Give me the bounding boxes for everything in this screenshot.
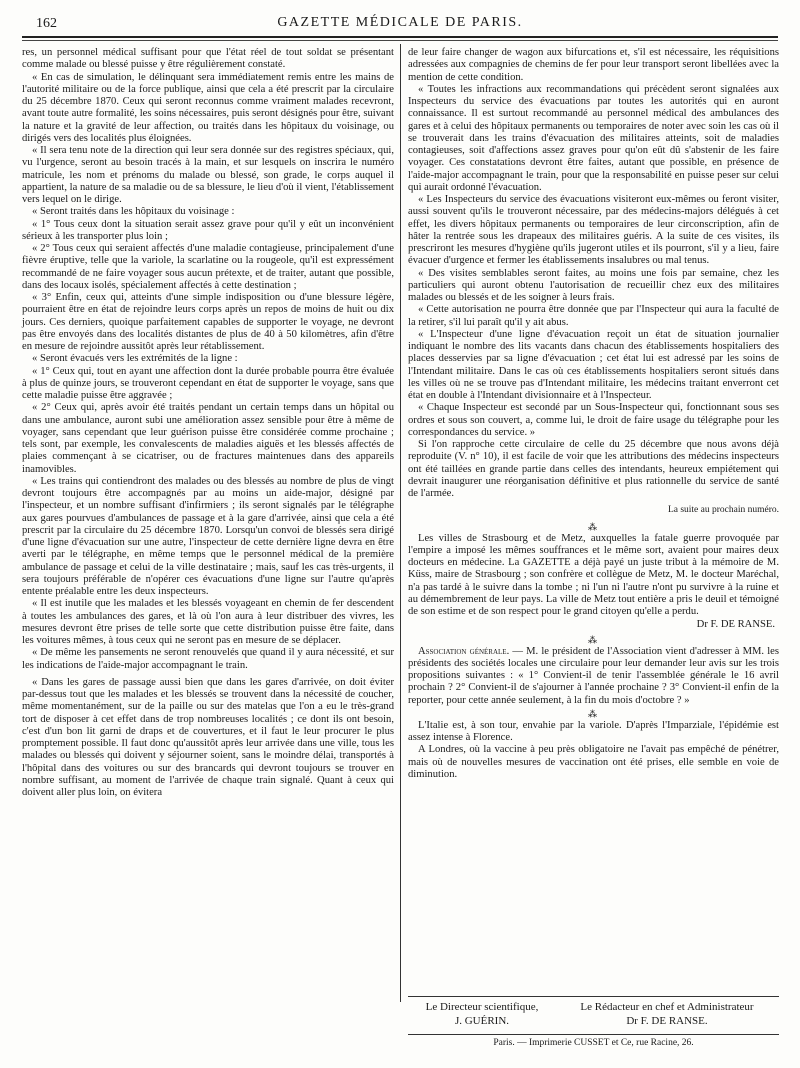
section-separator: ⁂ <box>588 521 599 532</box>
paragraph: A Londres, où la vaccine à peu près obligatoire ne l'avait pas empêché de pénétrer, mais où de nouvelles mesures de vaccination ont été prises, elle semble en voie de diminution. <box>408 744 779 780</box>
paragraph: « Il sera tenu note de la direction qui leur sera donnée sur des registres spéciaux, qui, vu l'urgence, seront au besoin tracés à la main, et sur lesquels on inscrira le numéro matricule, les nom et prénoms du malade ou blessé, son grade, le corps auquel il appartient, la nature de sa maladie ou de sa blessure, le lieu d'où il vient, l'établissement vers lequel on le dirige. <box>22 145 394 205</box>
paragraph: « Dans les gares de passage aussi bien que dans les gares d'arrivée, on doit éviter par-dessus tout que les malades et les blessés se trouvent dans la nécessité de coucher, même momentanément, sur de la paille ou sur des matelas que l'on a eu le très-grand tort de disposer à cet effet dans de trop nombreuses localités ; ce dont ils ont besoin, c'est d'un bon lit garni de draps et de couvertures, et il faut le leur procurer le plus promptement possible. Il faut donc qu'aussitôt après leur arrivée dans une ville, tous les malades ou blessés qui doivent y séjourner soient, sans le moindre délai, transportés à l'hôpital dans des voitures ou sur des brancards qui devront toujours se trouver en nombre suffisant, au moment de l'arrivée de chaque train signalé. Quant à ceux qui doivent aller plus loin, on évitera <box>22 676 394 798</box>
paragraph: « 2° Tous ceux qui seraient affectés d'une maladie contagieuse, principalement d'une fièvre éruptive, telle que la variole, la scarlatine ou la rougeole, qu'il est expressément recommandé de ne faire voyager sous aucun prétexte, et de traiter, autant que possible, dans des locaux isolés, spécialement affectés à cette destination ; <box>22 243 394 291</box>
paragraph: « Chaque Inspecteur est secondé par un Sous-Inspecteur qui, fonctionnant sous ses ordres et sous son couvert, a, comme lui, le droit de faire usage du télégraphe pour les correspondances du service. » <box>408 402 779 438</box>
director-name: J. GUÉRIN. <box>454 1015 510 1027</box>
paragraph: res, un personnel médical suffisant pour que l'état réel de tout soldat se présentant comme malade ou blessé puisse y être régulièrement constaté. <box>22 47 394 71</box>
paragraph: L'Italie est, à son tour, envahie par la variole. D'après l'Imparziale, l'épidémie est assez intense à Florence. <box>408 719 779 743</box>
paragraph: « 3° Enfin, ceux qui, atteints d'une simple indisposition ou d'une blessure légère, pourraient être en état de rejoindre leurs corps après un repos de moins de huit ou dix jours. Ces derniers, quoique parfaitement capables de supporter le voyage, ne devront pas être envoyés dans des localités distantes de plus de 40 à 50 kilomètres, afin d'être en mesure de rejoindre aussitôt après leur rétablissement. <box>22 292 394 352</box>
paragraph: « De même les pansements ne seront renouvelés que quand il y aura nécessité, et sur les indications de l'aide-major accompagnant le train. <box>22 647 394 671</box>
paragraph <box>408 646 779 707</box>
director-title: Le Directeur scientifique, <box>425 1001 539 1013</box>
section-separator: ⁂ <box>588 634 599 645</box>
author-signature: Dr F. DE RANSE. <box>696 619 775 631</box>
footer-editor <box>555 1000 779 1028</box>
paragraph: « Il est inutile que les malades et les blessés voyageant en chemin de fer descendent à toutes les ambulances des gares, et là où l'on aura à leur distribuer des vivres, les mesures devront être prises de telle sorte que cette distribution puisse être faite, dans les voitures mêmes, à tous ceux qui ne seront pas en mesure de se déplacer. <box>22 598 394 646</box>
footer-rule <box>408 996 779 997</box>
section-separator: ⁂ <box>588 708 599 719</box>
paragraph: de leur faire changer de wagon aux bifurcations et, s'il est nécessaire, les réquisitions adressées aux compagnies de chemins de fer pour leur transport seront libellées avec la mention de cette condition. <box>408 47 779 83</box>
page-header <box>22 12 778 34</box>
paragraph: « Toutes les infractions aux recommandations qui précèdent seront signalées aux Inspecteurs du service des évacuations par toutes les autorités qui en auront connaissance. Il est surtout recommandé au personnel médical des ambulances des gares et à celui des hôpitaux permanents ou temporaires de noter avec soin les cas où il se trouverait dans les trains d'évacuation des militaires atteints, soit de maladies contagieuses, soit d'affections assez graves pour qu'on eût dû s'abstenir de les faire voyager. Ces constatations devront être faites, autant que possible, en présence de l'aide-major accompagnant le train, pour que la responsabilité en puisse peser sur celui qui aurait ordonné l'évacuation. <box>408 83 779 193</box>
editor-name: Dr F. DE RANSE. <box>626 1015 708 1027</box>
paragraph: « 1° Tous ceux dont la situation serait assez grave pour qu'il y eût un inconvénient sérieux à les transporter plus loin ; <box>22 218 394 242</box>
paragraph-text: — M. le président de l'Association vient d'adresser à MM. les présidents des sociétés locales une circulaire pour leur demander leur avis sur les trois propositions suivantes : « 1° Convient-il de tenir l'assemblée générale le 16 avril prochain ? 2° Convient-il de s'ajourner à l'année prochaine ? 3° Convient-il enfin de la reporter, pour cette année seulement, à la fin du mois d'octobre ? » <box>408 645 779 706</box>
header-rule <box>22 36 778 38</box>
paragraph: « Seront évacués vers les extrémités de la ligne : <box>32 353 238 365</box>
paragraph: Les villes de Strasbourg et de Metz, auxquelles la fatale guerre provoquée par l'empire a imposé les mêmes souffrances et le même sort, avaient pour maires deux docteurs en médecine. La GAZETTE a déjà payé un juste tribut à la mémoire de M. Küss, maire de Strasbourg ; son confrère et collègue de Metz, M. le docteur Maréchal, n'a pas tardé à le suivre dans la tombe ; ni l'un ni l'autre n'ont pu survivre à la ruine et au démembrement de leur pays. La ville de Metz tout entière a pris le deuil et témoigné de son estime et de son respect pour le grand citoyen qu'elle a perdu. <box>408 532 779 617</box>
right-column <box>408 47 779 781</box>
paragraph: « Des visites semblables seront faites, au moins une fois par semaine, chez les particuliers qui auront obtenu l'autorisation de recueillir chez eux des militaires malades ou blessés et de les soigner à leurs frais. <box>408 267 779 303</box>
footer-rule-bottom <box>408 1034 779 1035</box>
paragraph: « L'Inspecteur d'une ligne d'évacuation reçoit un état de situation journalier indiquant le nombre des lits vacants dans chacun des établissements hospitaliers des places desservies par sa ligne d'évacuation ; cet état lui est adressé par les soins de l'Intendant militaire. Dans le cas où ces établissements hospitaliers seront situés dans les villes où ne se trouve pas d'Intendant militaire, les médecins traitant enverront cet état en double à l'Intendant divisionnaire et à l'Inspecteur. <box>408 328 779 401</box>
paragraph: « Cette autorisation ne pourra être donnée que par l'Inspecteur qui aura la faculté de la retirer, s'il lui paraît qu'il y ait abus. <box>408 304 779 328</box>
editor-title: Le Rédacteur en chef et Administrateur <box>580 1001 754 1013</box>
left-column <box>22 47 394 799</box>
printer-imprint: Paris. — Imprimerie CUSSET et Ce, rue Racine, 26. <box>493 1038 694 1048</box>
journal-title: GAZETTE MÉDICALE DE PARIS. <box>277 15 523 30</box>
footer-director <box>412 1000 552 1028</box>
paragraph: « Seront traités dans les hôpitaux du voisinage : <box>32 206 235 218</box>
page-number: 162 <box>36 16 57 31</box>
column-divider <box>400 44 401 1002</box>
continued-note: La suite au prochain numéro. <box>667 505 779 516</box>
paragraph: « Les trains qui contiendront des malades ou des blessés au nombre de plus de vingt devront toujours être accompagnés par au moins un aide-major, désigné par l'inspecteur, et un nombre suffisant d'infirmiers ; ils seront signalés par le télégraphe aux gares pourvues d'ambulances de passage et à la gare d'arrivée, ainsi que cela a été prescrit par la circulaire du 25 décembre 1870. Lorsqu'un convoi de blessés sera dirigé d'une ligne d'évacuation sur une autre, l'inspecteur de cette dernière ligne devra en être averti par le télégraphe, en même temps que le personnel médical de la première ambulance de passage et celui de la ville destinataire ; mais, sauf les cas très-urgents, il sera toujours préférable de n'opérer ces évacuations d'une ligne sur l'autre qu'après entente préalable entre les deux inspecteurs. <box>22 475 394 597</box>
header-rule-thin <box>22 40 778 41</box>
section-heading: Association générale. <box>418 645 510 657</box>
paragraph: « 2° Ceux qui, après avoir été traités pendant un certain temps dans un hôpital ou dans une ambulance, auront subi une amélioration assez sensible pour être à même de voyager, sans cependant que leur guérison puisse être considérée comme prochaine ; tels sont, par exemple, les convalescents de maladies aiguës et les blessés affectés de plaies commençant à se cicatriser, ou de fractures maintenues dans des appareils inamovibles. <box>22 402 394 475</box>
paragraph: Si l'on rapproche cette circulaire de celle du 25 décembre que nous avons déjà reproduite (V. n° 10), il est facile de voir que les attributions des médecins inspecteurs ont été taillées en grande partie dans celles des intendants, heureux empiétement qui devrait inaugurer une réorganisation définitive et plus rationnelle du service de santé de l'armée. <box>408 439 779 499</box>
paragraph: « 1° Ceux qui, tout en ayant une affection dont la durée probable pourra être évaluée à plus de quinze jours, se trouveront cependant en état de supporter le voyage, sans que cette maladie puisse être aggravée ; <box>22 365 394 401</box>
paragraph: « Les Inspecteurs du service des évacuations visiteront eux-mêmes ou feront visiter, aussi souvent qu'ils le trouveront nécessaire, par des médecins-majors délégués à cet effet, les divers hôpitaux permanents ou temporaires de leur circonscription, afin de hâter la rentrée sous les drapeaux des militaires guéris. A la suite de ces visites, ils prescriront les mesures d'hygiène qu'ils jugeront utiles et ils pourront, s'il y a lieu, faire évacuer d'urgence et fermer les établissements insalubres ou mal tenus. <box>408 194 779 267</box>
paragraph: « En cas de simulation, le délinquant sera immédiatement remis entre les mains de l'autorité militaire ou de la force publique, ainsi que cela a été prescrit par la circulaire du 25 décembre 1870. Ceux qui seront reconnus comme vraiment malades recevront, avant toute autre formalité, les soins nécessaires, puis seront désignés pour être, suivant la nature et la gravité de leur affection, ou traités dans les hôpitaux du voisinage, ou dirigés vers des localités plus éloignées. <box>22 71 394 144</box>
